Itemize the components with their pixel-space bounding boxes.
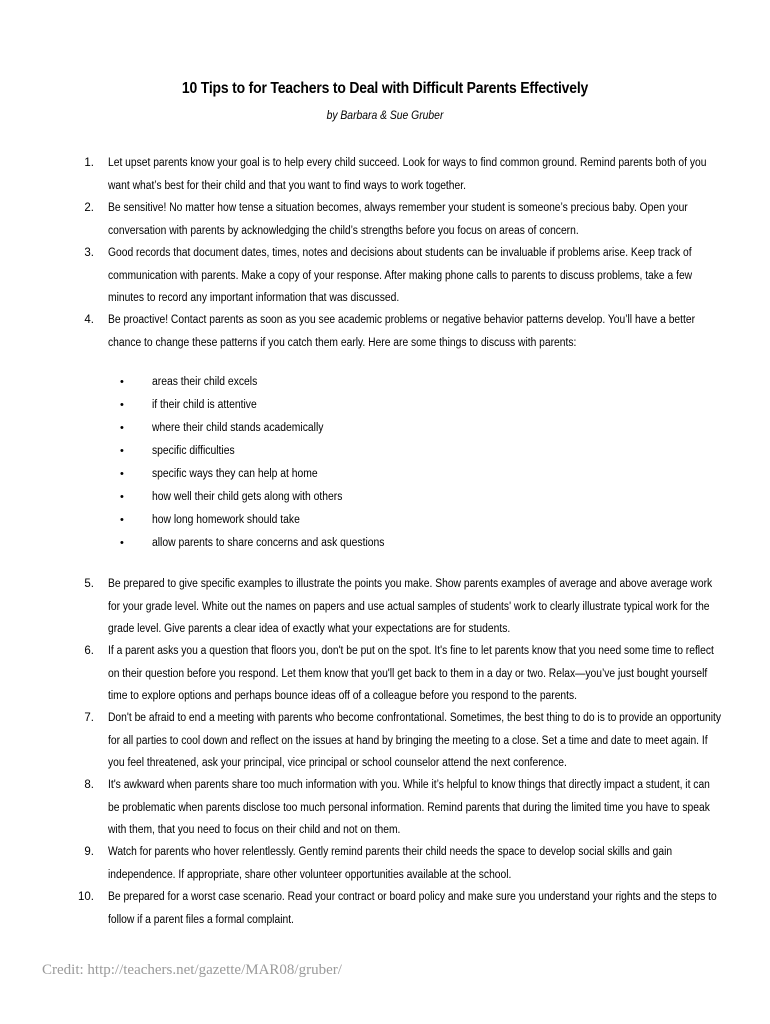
tip-text <box>108 886 717 931</box>
tip-line: be problematic when parents disclose too much personal information. Remind parents that during the limited time you have to speak <box>108 801 710 814</box>
bullet-item: areas their child excels <box>152 376 258 388</box>
tip-line: Be prepared to give specific examples to illustrate the points you make. Show parents examples of average and above average work <box>108 578 713 590</box>
tip-line: Be proactive! Contact parents as soon as you see academic problems or negative behavior patterns develop. You’ll have a better <box>108 314 696 326</box>
tip-line: Good records that document dates, times, notes and decisions about students can be invaluable if problems arise. Keep track of <box>108 247 692 259</box>
tip-line: Let upset parents know your goal is to help every child succeed. Look for ways to find common ground. Remind parents both of you <box>108 157 707 169</box>
tip-line: grade level. Give parents a clear idea of exactly what your expectations are for students. <box>108 623 511 635</box>
tip-line: independence. If appropriate, share other volunteer opportunities available at the school. <box>108 868 512 881</box>
bullet-item: specific ways they can help at home <box>152 468 318 480</box>
tip-line: with them, that you need to focus on their child and not on them. <box>108 824 401 836</box>
tip-number: 4. <box>84 314 94 326</box>
credit-line: Credit: http://teachers.net/gazette/MAR08/gruber/ <box>42 962 342 978</box>
tip-line: follow if a parent files a formal complaint. <box>108 913 294 926</box>
bullet-item: how well their child gets along with others <box>152 491 343 503</box>
tip-text <box>108 242 717 310</box>
bullet-icon: • <box>120 399 124 411</box>
tip-number: 5. <box>84 578 94 590</box>
tip-text <box>108 841 717 886</box>
tip-line: conversation with parents by acknowledging the child’s strengths before you focus on areas of concern. <box>108 224 579 237</box>
tip-line: you feel threatened, ask your principal, vice principal or school counselor attend the next conference. <box>108 757 567 769</box>
document-title: 10 Tips to for Teachers to Deal with Difficult Parents Effectively <box>181 80 589 97</box>
tip-text <box>108 152 717 197</box>
tip-text <box>108 640 717 708</box>
tip-line: Watch for parents who hover relentlessly. Gently remind parents their child needs the space to develop social skills and gain <box>108 846 673 858</box>
tip-text <box>108 774 717 842</box>
tip-number: 3. <box>84 247 94 259</box>
tip-text <box>108 197 717 242</box>
bullet-item: specific difficulties <box>152 445 235 457</box>
tip-line: communication with parents. Make a copy of your response. After making phone calls to parents to discuss problems, take a few <box>108 269 693 282</box>
tip-number: 9. <box>84 846 94 858</box>
bullet-icon: • <box>120 537 124 549</box>
tip-number: 10. <box>78 891 94 903</box>
tip-line: It's awkward when parents share too much information with you. While it’s helpful to know things that directly impact a student, it can <box>108 779 710 791</box>
bullet-item: where their child stands academically <box>152 422 324 434</box>
bullet-icon: • <box>120 422 124 434</box>
tip-text <box>108 573 717 641</box>
bullet-item: if their child is attentive <box>152 399 257 411</box>
tip-text <box>108 707 722 775</box>
tip-number: 6. <box>84 645 94 657</box>
bullet-icon: • <box>120 445 124 457</box>
bullet-icon: • <box>120 468 124 480</box>
tip-line: for all parties to cool down and reflect on the issues at hand by bringing the meeting to a close. Set a time and date to meet again. If <box>108 734 708 747</box>
tip-line: Be prepared for a worst case scenario. Read your contract or board policy and make sure you understand your rights and the steps to <box>108 891 717 903</box>
tip-text <box>108 309 717 354</box>
tip-number: 7. <box>84 712 94 724</box>
tip-line: on their question before you respond. Let them know that you'll get back to them in a day or two. Relax—you’ve just bought yourself <box>108 667 708 680</box>
bullet-icon: • <box>120 491 124 503</box>
tip-line: time to explore options and perhaps bounce ideas off of a colleague before you respond to the parents. <box>108 690 578 702</box>
tip-line: want what’s best for their child and that you want to find ways to work together. <box>108 179 466 192</box>
tip-number: 2. <box>84 202 94 214</box>
bullet-icon: • <box>120 514 124 526</box>
tip-line: Be sensitive! No matter how tense a situation becomes, always remember your student is someone’s precious baby. Open your <box>108 202 688 214</box>
bullet-icon: • <box>120 376 124 388</box>
author-byline: by Barbara & Sue Gruber <box>326 110 444 122</box>
tip-line: minutes to record any important information that was discussed. <box>108 292 400 304</box>
tip-number: 8. <box>84 779 94 791</box>
tip-line: for your grade level. White out the names on papers and use actual samples of students' work to clearly illustrate typical work for the <box>108 600 710 613</box>
tip-line: chance to change these patterns if you catch them early. Here are some things to discuss with parents: <box>108 336 577 349</box>
tip-line: If a parent asks you a question that floors you, don't be put on the spot. It's fine to let parents know that you need some time to reflect <box>108 645 714 657</box>
bullet-item: allow parents to share concerns and ask questions <box>152 537 385 549</box>
tip-number: 1. <box>84 157 94 169</box>
tip-line: Don't be afraid to end a meeting with parents who become confrontational. Sometimes, the best thing to do is to provide an opportunity <box>108 712 722 724</box>
bullet-item: how long homework should take <box>152 514 300 526</box>
